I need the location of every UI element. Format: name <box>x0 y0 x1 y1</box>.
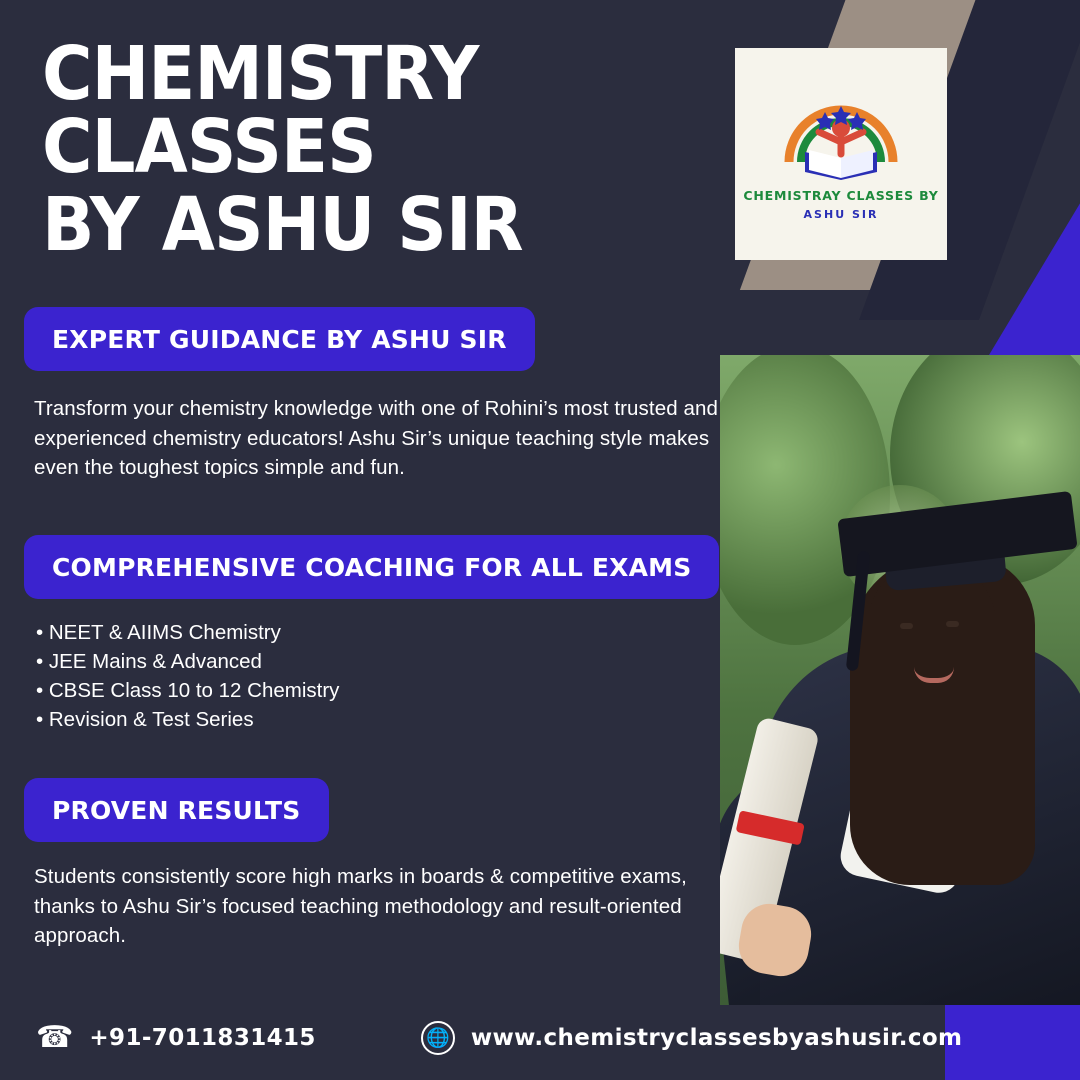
logo-title: CHEMISTRAY CLASSES BY <box>743 187 939 203</box>
page-title-line2: BY ASHU SIR <box>42 182 523 269</box>
course-list <box>36 618 339 734</box>
section-body-proven-results: Students consistently score high marks in boards & competitive exams, thanks to Ashu Sir’s focused teaching methodology and result-oriented approach. <box>34 865 687 948</box>
page-title <box>42 31 674 269</box>
logo <box>735 48 947 260</box>
graduate-student-photo <box>720 355 1080 1005</box>
phone-icon: ☎ <box>36 1020 74 1054</box>
list-item: • CBSE Class 10 to 12 Chemistry <box>36 676 339 705</box>
website-url: www.chemistryclassesbyashusir.com <box>470 1024 963 1051</box>
list-item: • JEE Mains & Advanced <box>36 647 339 676</box>
section-body-expert-guidance: Transform your chemistry knowledge with one of Rohini’s most trusted and experienced chemistry educators! Ashu Sir’s unique teaching style makes even the toughest topics simple and fun. <box>34 397 718 480</box>
list-item: • NEET & AIIMS Chemistry <box>36 618 339 647</box>
section-pill-proven-results: PROVEN RESULTS <box>24 778 329 842</box>
logo-subtitle: ASHU SIR <box>803 207 879 221</box>
page-title-line1: CHEMISTRY CLASSES <box>42 31 479 190</box>
section-pill-expert-guidance: EXPERT GUIDANCE BY ASHU SIR <box>24 307 535 371</box>
globe-icon: 🌐 <box>421 1021 455 1055</box>
phone-number: +91-7011831415 <box>89 1024 316 1051</box>
section-pill-comprehensive-coaching: COMPREHENSIVE COACHING FOR ALL EXAMS <box>24 535 719 599</box>
graduate-book-icon <box>779 88 903 184</box>
list-item: • Revision & Test Series <box>36 705 339 734</box>
contact-website[interactable] <box>421 1021 963 1055</box>
footer <box>0 995 1080 1080</box>
contact-phone[interactable] <box>36 1020 316 1054</box>
